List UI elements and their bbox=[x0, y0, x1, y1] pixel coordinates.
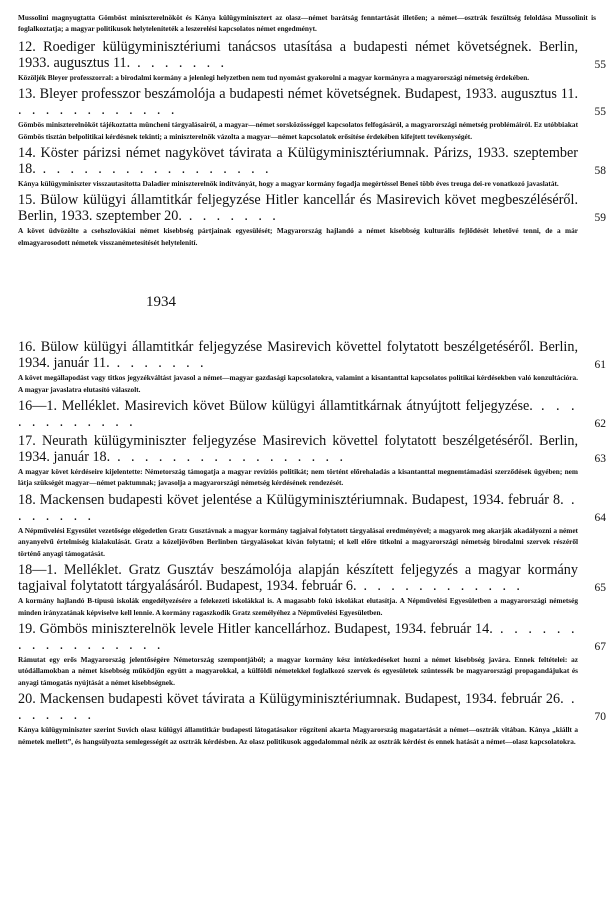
leader-dots: . . . . . . . bbox=[109, 355, 207, 372]
entry-title bbox=[18, 562, 578, 594]
entry-summary: Kánya külügyminiszter szerint Suvich olasz külügyi államtitkár budapesti látogatásakor rögzíteni akarta Magyarország magatartását a német—osztrák vitában. Kánya „kiállt a németek mellett”, és hangsúlyozta semlegességét az osztrák kérdésben. Az olasz politikusok aggodalommal nézik az osztrák kérdést és ennek hatását a német—olasz kapcsolatokra. bbox=[18, 725, 578, 746]
entry-summary: A követ üdvözölte a csehszlovákiai német kisebbség pártjainak egyesülését; Magyarország hajlandó a német kisebbség kulturális fejlődését lehetővé tenni, de a már elmagyarosodott németek visszanémetesítését helytelenití. bbox=[18, 226, 578, 247]
page-number[interactable]: 58 bbox=[594, 165, 606, 178]
entry-title-text: 17. Neurath külügyminiszter feljegyzése Masirevich követtel folytatott beszélgetéséről. Berlin, 1934. január 18. bbox=[18, 433, 578, 466]
entry-title-text: 18—1. Melléklet. Gratz Gusztáv beszámolója alapján készített feljegyzés a magyar kormány tagjaival folytatott tárgyalásáról. Budapest, 1934. február 6. bbox=[18, 562, 578, 595]
entry-title-text: 15. Bülow külügyi államtitkár feljegyzése Hitler kancellár és Masirevich követ megbeszéléséről. Berlin, 1933. szeptember 20. bbox=[18, 192, 578, 225]
toc-entry[interactable] bbox=[18, 492, 606, 559]
page-number[interactable]: 59 bbox=[594, 212, 606, 225]
toc-entry[interactable] bbox=[18, 691, 606, 747]
entry-title bbox=[18, 145, 578, 177]
entry-title-text: 13. Bleyer professzor beszámolója a budapesti német követségnek. Budapest, 1933. augusztus 11. bbox=[18, 86, 578, 103]
toc-entry[interactable] bbox=[18, 562, 606, 618]
entries-1933 bbox=[18, 39, 606, 248]
toc-entry[interactable] bbox=[18, 145, 606, 189]
entry-title-text: 16—1. Melléklet. Masirevich követ Bülow külügyi államtitkárnak átnyújtott feljegyzése. bbox=[18, 398, 533, 415]
entry-title bbox=[18, 339, 578, 371]
entry-summary: Gömbös miniszterelnököt tájékoztatta müncheni tárgyalásairól, a magyar—német sorsközösséggel kapcsolatos felfogásáról, a magyarországi németség problémáiról. Ez utóbbiakat Gömbös tisztán belpolitikai kérdésnek tekinti; a miniszterelnök vázolta a magyar—német kapcsolatok erősítése érdekében kifejtett tevékenységét. bbox=[18, 120, 578, 141]
page-number[interactable]: 55 bbox=[594, 106, 606, 119]
toc-entry[interactable] bbox=[18, 39, 606, 83]
page-number[interactable]: 67 bbox=[594, 640, 606, 653]
entry-title-text: 12. Roediger külügyminisztériumi tanácsos utasítása a budapesti német követségnek. Berlin, 1933. augusztus 11. bbox=[18, 38, 578, 71]
entry-title bbox=[18, 621, 578, 653]
leader-dots: . . . . . . . bbox=[18, 491, 578, 524]
entry-title bbox=[18, 398, 578, 430]
leader-dots: . . . . . . . . . . . . bbox=[18, 398, 578, 431]
toc-entry[interactable] bbox=[18, 86, 606, 142]
toc-entry[interactable] bbox=[18, 398, 606, 430]
entry-title bbox=[18, 86, 578, 118]
entry-title-text: 16. Bülow külügyi államtitkár feljegyzése Masirevich követtel folytatott beszélgetéséről. Berlin, 1934. január 11. bbox=[18, 339, 578, 372]
entry-summary: Rámutat egy erős Magyarország jelentőségére Németország szempontjából; a magyar kormány kész intézkedéseket hozni a német kisebbség javára. Ennek feltételei: az utódállamokban a német kisebbség működjön együtt a magyarokkal, a külföldi németekkel foglalkozó szervek és egyesületek szüntessék be magyarországi propagandájukat és anyagi támogatás nyújtását a német kisebbségnek. bbox=[18, 654, 578, 687]
leader-dots: . . . . . . . . . . . . . . . . . bbox=[35, 161, 272, 178]
page-number[interactable]: 55 bbox=[594, 58, 606, 71]
entry-title bbox=[18, 433, 578, 465]
entry-title bbox=[18, 691, 578, 723]
entry-title-text: 14. Köster párizsi német nagykövet távirata a Külügyminisztériumnak. Párizs, 1933. szeptember 18. bbox=[18, 145, 578, 178]
leader-dots: . . . . . . . . . . . . . . . . . bbox=[110, 449, 347, 466]
entry-summary: A magyar követ kérdéseire kijelentette: Németország támogatja a magyar revíziós politikát; nem történt előrehaladás a kisantanttal megnemtámadási szerződések ügyében; nem látja szükségét magyar—német paktumnak; javasolja a magyarországi németség kérdésének rendezését. bbox=[18, 467, 578, 488]
entry-title-text: 18. Mackensen budapesti követ jelentése a Külügyminisztériumnak. Budapest, 1934. február 8. bbox=[18, 491, 564, 508]
page-number[interactable]: 62 bbox=[594, 418, 606, 431]
entry-title-text: 20. Mackensen budapesti követ távirata a Külügyminisztériumnak. Budapest, 1934. február 26. bbox=[18, 691, 564, 708]
toc-entry[interactable] bbox=[18, 621, 606, 688]
entries-1934 bbox=[18, 339, 606, 747]
entry-title bbox=[18, 39, 578, 71]
page-number[interactable]: 70 bbox=[594, 711, 606, 724]
entry-summary: A Népművelési Egyesület vezetősége elégedetlen Gratz Gusztávnak a magyar kormány tagjaival folytatott tárgyalásai eredményével; a magyarok meg akarják akadályozni a német anyanyelvű értelmiség kialakulását. Gratz a közeljövőben Berlinben tárgyalásokat kíván folytatni; el kell előre titkolni a magyarországi németség birodalmi szervek részéről történő anyagi támogatását. bbox=[18, 525, 578, 558]
toc-entry[interactable] bbox=[18, 192, 606, 248]
leader-dots: . . . . . . . bbox=[130, 54, 228, 71]
entry-summary: A követ megállapodást vagy titkos jegyzékváltást javasol a német—magyar gazdasági kapcsolatokra, valamint a kisantanttal kapcsolatos politikai kérdésekben való konzultációra. A magyar javaslatra elutasító válaszolt. bbox=[18, 373, 578, 394]
page-number[interactable]: 64 bbox=[594, 511, 606, 524]
page-number[interactable]: 65 bbox=[594, 582, 606, 595]
entry-summary: Közöljék Bleyer professzorral: a birodalmi kormány a jelenlegi helyzetben nem tud nyomást gyakorolni a magyar kormányra a magyarországi németség érdekében. bbox=[18, 72, 530, 82]
year-heading: 1934 bbox=[146, 294, 176, 311]
toc-entry[interactable] bbox=[18, 339, 606, 395]
entry-title bbox=[18, 492, 578, 524]
entry-title-text: 19. Gömbös miniszterelnök levele Hitler kancellárhoz. Budapest, 1934. február 14. bbox=[18, 620, 493, 637]
page-number[interactable]: 63 bbox=[594, 453, 606, 466]
document-page bbox=[18, 8, 606, 750]
leader-dots: . . . . . . . . . . . . . . . . . bbox=[18, 620, 578, 653]
leader-dots: . . . . . . . bbox=[18, 691, 578, 724]
entry-summary: A kormány hajlandó B-típusú iskolák engedélyezésére a felekezeti iskolákkal is. A magasabb fokú iskolákat elutasítja. A Népművelési Egyesületben a magyarországi németség minden irányzatának képviselve kell lennie. A kormány ragaszkodik Gratz személyéhez a Népművelési Egyesületben. bbox=[18, 596, 578, 617]
toc-entry[interactable] bbox=[18, 433, 606, 489]
intro-paragraph: Mussolini magnyugtatta Gömböst miniszterelnököt és Kánya külügyminisztert az olasz—német barátság fenntartását illetően; a német—osztrák feszültség feloldása Mussolinit is foglalkoztatja; a magyar politikusok helyteleníteték a leszerelési kapcsolatos német engedményt. bbox=[18, 13, 596, 34]
leader-dots: . . . . . . . . . . . . bbox=[18, 102, 178, 119]
page-number[interactable]: 61 bbox=[594, 359, 606, 372]
leader-dots: . . . . . . . bbox=[181, 208, 280, 225]
entry-summary: Kánya külügyminiszter visszautasította Daladier miniszterelnök indítványát, hogy a magyar kormány fogadja megértéssel Beneš több éves treuga dei-re vonatkozó javaslatát. bbox=[18, 179, 559, 189]
entry-title bbox=[18, 192, 578, 224]
leader-dots: . . . . . . . . . . . . bbox=[356, 578, 524, 595]
